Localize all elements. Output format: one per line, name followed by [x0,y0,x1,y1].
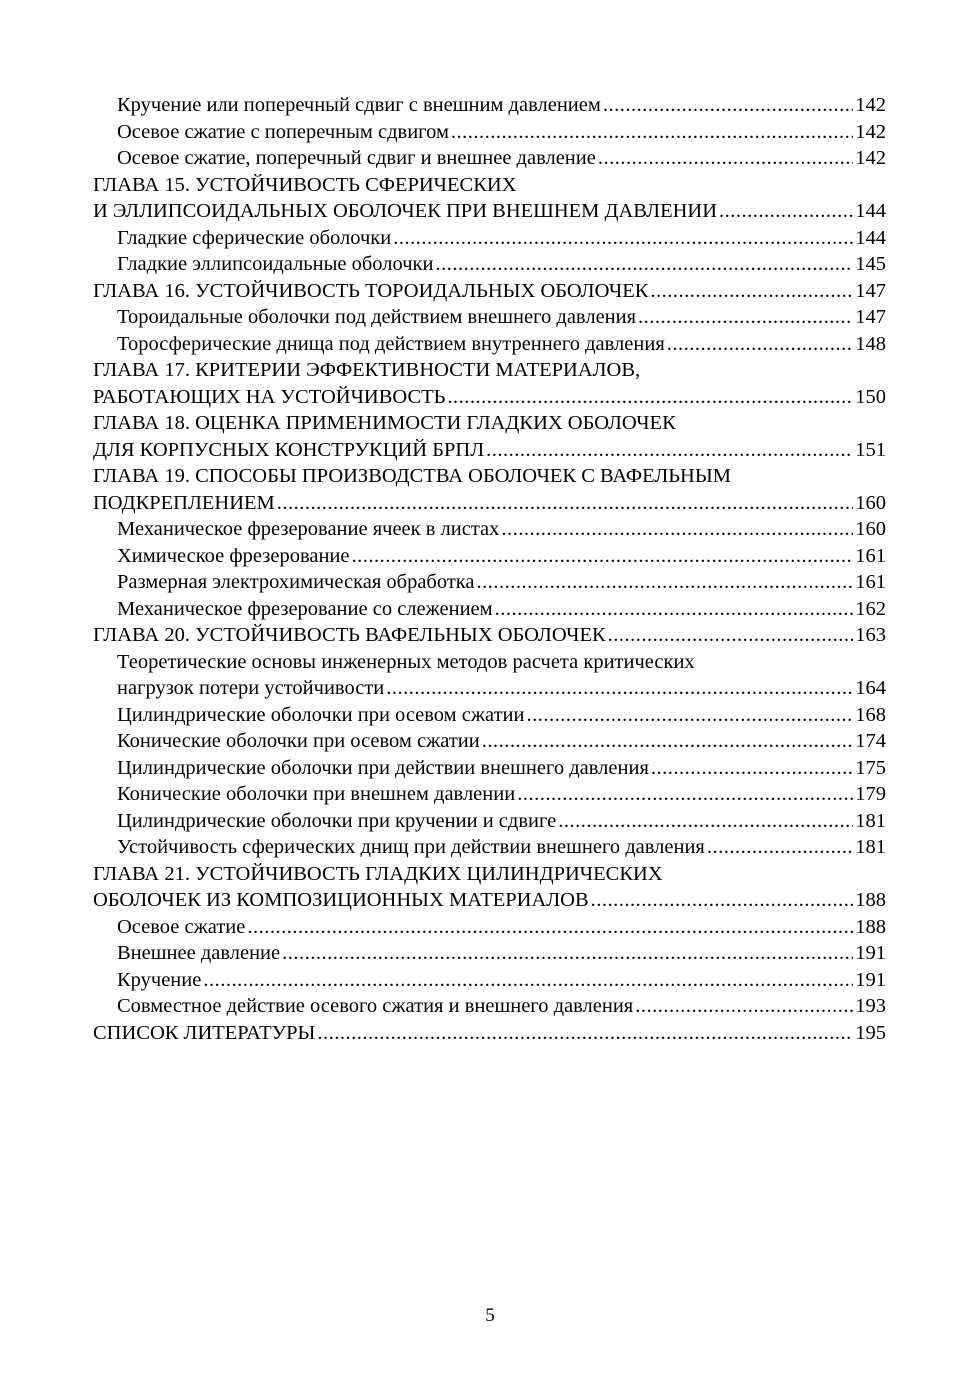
chapter-heading: ГЛАВА 21. УСТОЙЧИВОСТЬ ГЛАДКИХ ЦИЛИНДРИЧЕСКИХ [93,862,663,885]
toc-entry [93,914,886,941]
leader-dots [317,1020,853,1047]
toc-entry [93,92,886,119]
toc-entry [93,834,886,861]
leader-dots [558,808,853,835]
toc-entry-title: Цилиндрические оболочки при осевом сжатии [117,703,525,726]
chapter-heading: ГЛАВА 15. УСТОЙЧИВОСТЬ СФЕРИЧЕСКИХ [93,173,517,196]
toc-entry-title: Устойчивость сферических днищ при действии внешнего давления [117,836,705,858]
leader-dots [650,278,853,305]
leader-dots [527,702,854,729]
toc-entry-page: 168 [855,703,886,726]
leader-dots [386,675,853,702]
toc-entry-title: Внешнее давление [117,942,281,964]
leader-dots [667,331,854,358]
toc-entry-page: 162 [855,597,886,620]
toc-entry-title: РАБОТАЮЩИХ НА УСТОЙЧИВОСТЬ [93,385,446,408]
toc-entry [93,887,886,914]
toc-entry [93,596,886,623]
toc-entry-page: 161 [855,544,886,567]
page-number: 5 [485,1305,495,1326]
toc-entry-title: ГЛАВА 20. УСТОЙЧИВОСТЬ ВАФЕЛЬНЫХ ОБОЛОЧЕК [93,624,606,646]
toc-entry-title: ПОДКРЕПЛЕНИЕМ [93,491,275,514]
toc-entry-title: Тороидальные оболочки под действием внешнего давления [117,306,637,328]
leader-dots [495,596,854,623]
toc-entry [93,119,886,146]
toc-entry-page: 147 [855,279,886,302]
toc-entry-title: Кручение или поперечный сдвиг с внешним давлением [117,94,601,116]
leader-dots [435,251,853,278]
toc-entry [93,437,886,464]
chapter-heading: ГЛАВА 19. СПОСОБЫ ПРОИЗВОДСТВА ОБОЛОЧЕК С ВАФЕЛЬНЫМ [93,465,731,487]
toc-entry-title: Механическое фрезерование со слежением [117,597,493,620]
leader-dots [707,834,853,861]
leader-dots [486,437,853,464]
section-heading: Теоретические основы инженерных методов расчета критических [117,650,695,673]
toc-entry-page: 148 [855,332,886,355]
toc-entry-page: 195 [855,1021,886,1044]
toc-entry-title: Осевое сжатие [117,915,246,938]
leader-dots [247,914,853,941]
leader-dots [393,225,853,252]
toc-entry-page: 181 [855,836,886,858]
leader-dots [651,755,853,782]
toc-entry [93,675,886,702]
toc-entry [93,755,886,782]
toc-entry-page: 174 [855,730,886,752]
toc-entry-title: Совместное действие осевого сжатия и внешнего давления [117,995,634,1017]
toc-entry-title: ГЛАВА 16. УСТОЙЧИВОСТЬ ТОРОИДАЛЬНЫХ ОБОЛОЧЕК [93,279,649,302]
toc-entry-title: Механическое фрезерование ячеек в листах [117,518,500,540]
toc-entry [93,1020,886,1047]
toc-entry-page: 144 [855,200,886,222]
leader-dots [203,967,853,994]
toc-entry-page: 145 [855,253,886,275]
toc-entry [93,251,886,278]
leader-dots [517,781,853,808]
toc-entry-page: 175 [855,756,886,779]
toc-entry-title: нагрузок потери устойчивости [117,677,385,699]
toc-entry-page: 160 [855,491,886,514]
toc-entry-page: 142 [855,94,886,116]
leader-dots [477,569,854,596]
toc-entry-page: 161 [855,571,886,593]
toc-entry-page: 164 [855,677,886,699]
toc-entry-title: Цилиндрические оболочки при кручении и сдвиге [117,809,557,832]
toc-entry-page: 193 [855,995,886,1017]
toc-entry-page: 181 [855,809,886,832]
toc-entry-title: Торосферические днища под действием внутреннего давления [117,332,665,355]
toc-entry-title: Конические оболочки при осевом сжатии [117,730,480,752]
toc-entry-title: Размерная электрохимическая обработка [117,571,475,593]
toc-entry-title: ДЛЯ КОРПУСНЫХ КОНСТРУКЦИЙ БРПЛ [93,438,485,461]
leader-dots [282,940,853,967]
toc-entry-page: 147 [855,306,886,328]
toc-entry-title: Химическое фрезерование [117,544,350,567]
toc-entry-page: 142 [855,120,886,143]
leader-dots [608,622,854,649]
toc-entry [93,490,886,517]
toc-entry-title: ОБОЛОЧЕК ИЗ КОМПОЗИЦИОННЫХ МАТЕРИАЛОВ [93,889,589,911]
toc-entry-page: 160 [855,518,886,540]
toc-entry-page: 188 [855,889,886,911]
leader-dots [501,516,853,543]
table-of-contents [93,92,886,1046]
toc-entry [93,384,886,411]
toc-entry [93,728,886,755]
toc-entry-title: СПИСОК ЛИТЕРАТУРЫ [93,1021,316,1044]
toc-entry-page: 191 [855,968,886,991]
toc-entry [93,543,886,570]
toc-entry-page: 179 [855,783,886,805]
toc-entry [93,622,886,649]
leader-dots [591,887,854,914]
toc-entry-page: 142 [855,147,886,169]
toc-entry-title: Осевое сжатие с поперечным сдвигом [117,120,449,143]
toc-entry [93,278,886,305]
toc-entry-title: Цилиндрические оболочки при действии внешнего давления [117,756,649,779]
toc-entry [93,702,886,729]
leader-dots [598,145,853,172]
toc-entry [93,145,886,172]
leader-dots [277,490,853,517]
toc-entry [93,781,886,808]
leader-dots [635,993,853,1020]
toc-entry-page: 188 [855,915,886,938]
toc-entry [93,304,886,331]
toc-entry-page: 144 [855,226,886,249]
leader-dots [482,728,854,755]
leader-dots [451,119,853,146]
toc-entry [93,198,886,225]
leader-dots [352,543,854,570]
leader-dots [603,92,853,119]
leader-dots [638,304,853,331]
toc-entry [93,808,886,835]
toc-entry-page: 163 [855,624,886,646]
toc-entry-page: 150 [855,385,886,408]
chapter-heading: ГЛАВА 17. КРИТЕРИИ ЭФФЕКТИВНОСТИ МАТЕРИАЛОВ, [93,359,641,381]
toc-entry-title: Конические оболочки при внешнем давлении [117,783,516,805]
toc-entry-title: Осевое сжатие, поперечный сдвиг и внешнее давление [117,147,596,169]
toc-entry [93,516,886,543]
leader-dots [447,384,853,411]
toc-entry-page: 151 [855,438,886,461]
toc-entry [93,331,886,358]
toc-entry [93,569,886,596]
toc-entry [93,967,886,994]
toc-entry-title: И ЭЛЛИПСОИДАЛЬНЫХ ОБОЛОЧЕК ПРИ ВНЕШНЕМ ДАВЛЕНИИ [93,200,718,222]
leader-dots [719,198,853,225]
chapter-heading: ГЛАВА 18. ОЦЕНКА ПРИМЕНИМОСТИ ГЛАДКИХ ОБОЛОЧЕК [93,412,676,434]
toc-entry [93,225,886,252]
toc-entry [93,993,886,1020]
toc-entry-title: Гладкие эллипсоидальные оболочки [117,253,434,275]
toc-entry [93,940,886,967]
toc-entry-page: 191 [855,942,886,964]
toc-entry-title: Кручение [117,968,202,991]
toc-entry-title: Гладкие сферические оболочки [117,226,392,249]
